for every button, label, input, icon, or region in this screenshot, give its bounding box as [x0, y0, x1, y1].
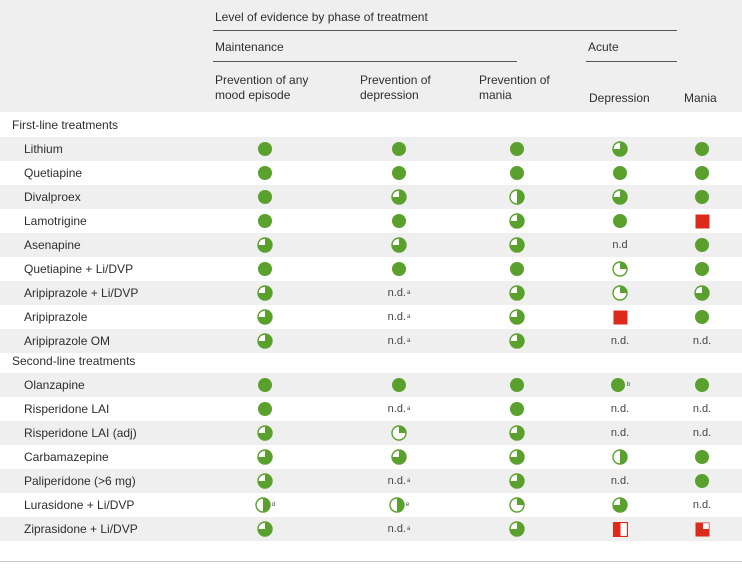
nd-text: n.d.: [387, 403, 406, 415]
partial-evidence-circle-icon: [600, 185, 640, 209]
table-row: [0, 517, 742, 541]
full-evidence-circle-icon: [682, 257, 722, 281]
full-evidence-circle-icon: [245, 161, 285, 185]
not-determined-label: [379, 329, 419, 353]
full-evidence-circle-icon: [682, 161, 722, 185]
nd-text: n.d.: [692, 499, 712, 511]
nd-text: n.d.: [610, 335, 630, 347]
full-evidence-circle-icon: [245, 397, 285, 421]
table-row: [0, 281, 742, 305]
table-row: [0, 445, 742, 469]
not-determined-label: [682, 397, 722, 421]
partial-evidence-circle-icon: [245, 233, 285, 257]
column-header-prevent-mania: Prevention of mania: [479, 73, 550, 102]
full-evidence-circle-icon: [682, 137, 722, 161]
table-row: [0, 469, 742, 493]
header-maintenance: Maintenance: [215, 40, 284, 54]
table-row: [0, 161, 742, 185]
drug-name: Aripiprazole: [24, 310, 88, 324]
column-header-acute-mania: Mania: [684, 91, 717, 105]
nd-text: n.d.: [692, 427, 712, 439]
nd-text: n.d.: [387, 523, 406, 535]
partial-evidence-circle-icon: [379, 493, 419, 517]
full-evidence-circle-icon: [497, 373, 537, 397]
not-determined-label: [379, 281, 419, 305]
partial-evidence-circle-icon: [245, 305, 285, 329]
acute-divider: [586, 61, 677, 62]
negative-evidence-square-icon: [600, 305, 640, 329]
full-evidence-circle-icon: [497, 161, 537, 185]
nd-text: n.d: [612, 239, 628, 251]
full-evidence-circle-icon: [245, 257, 285, 281]
drug-name: Aripiprazole OM: [24, 334, 111, 348]
drug-name: Olanzapine: [24, 378, 85, 392]
nd-text: n.d.: [692, 335, 712, 347]
drug-name: Quetiapine + Li/DVP: [24, 262, 134, 276]
full-evidence-circle-icon: [682, 373, 722, 397]
full-evidence-circle-icon: [682, 185, 722, 209]
nd-text: n.d.: [610, 427, 630, 439]
drug-name: Risperidone LAI (adj): [24, 426, 137, 440]
partial-evidence-circle-icon: [379, 421, 419, 445]
partial-evidence-circle-icon: [379, 233, 419, 257]
full-evidence-circle-icon: [600, 209, 640, 233]
full-evidence-circle-icon: [379, 257, 419, 281]
table-row: [0, 233, 742, 257]
drug-name: Carbamazepine: [24, 450, 109, 464]
full-evidence-circle-icon: [682, 445, 722, 469]
drug-name: Lurasidone + Li/DVP: [24, 498, 135, 512]
drug-name: Asenapine: [24, 238, 81, 252]
footnote-marker: a: [407, 526, 411, 532]
negative-evidence-square-icon: [600, 517, 640, 541]
partial-evidence-circle-icon: [379, 445, 419, 469]
table-row: [0, 397, 742, 421]
maintenance-divider: [213, 61, 517, 62]
partial-evidence-circle-icon: [245, 469, 285, 493]
partial-evidence-circle-icon: [497, 185, 537, 209]
header-acute: Acute: [588, 40, 619, 54]
header-group-title: Level of evidence by phase of treatment: [215, 10, 428, 24]
full-evidence-circle-icon: [379, 373, 419, 397]
full-evidence-circle-icon: [497, 397, 537, 421]
partial-evidence-circle-icon: [600, 281, 640, 305]
drug-name: Risperidone LAI: [24, 402, 110, 416]
footnote-marker: a: [407, 290, 411, 296]
column-header-prevent-depression: Prevention of depression: [360, 73, 431, 102]
footnote-marker: d: [271, 502, 276, 508]
table-header: [0, 0, 742, 112]
partial-evidence-circle-icon: [245, 445, 285, 469]
partial-evidence-circle-icon: [497, 517, 537, 541]
nd-text: n.d.: [387, 311, 406, 323]
partial-evidence-circle-icon: [379, 185, 419, 209]
partial-evidence-circle-icon: [497, 305, 537, 329]
partial-evidence-circle-icon: [497, 493, 537, 517]
full-evidence-circle-icon: [379, 161, 419, 185]
footnote-marker: a: [407, 338, 411, 344]
not-determined-label: [379, 469, 419, 493]
drug-name: Lithium: [24, 142, 63, 156]
partial-evidence-circle-icon: [497, 421, 537, 445]
partial-evidence-circle-icon: [245, 329, 285, 353]
nd-text: n.d.: [692, 403, 712, 415]
full-evidence-circle-icon: [682, 305, 722, 329]
full-evidence-circle-icon: [682, 233, 722, 257]
not-determined-label: [600, 397, 640, 421]
footnote-marker: a: [407, 314, 411, 320]
not-determined-label: [600, 469, 640, 493]
not-determined-label: [600, 329, 640, 353]
not-determined-label: [600, 233, 640, 257]
negative-evidence-square-icon: [682, 517, 722, 541]
drug-name: Divalproex: [24, 190, 81, 204]
section-title: Second-line treatments: [12, 354, 136, 368]
header-divider: [213, 30, 677, 31]
negative-evidence-square-icon: [682, 209, 722, 233]
table-row: [0, 421, 742, 445]
drug-name: Aripiprazole + Li/DVP: [24, 286, 139, 300]
not-determined-label: [682, 329, 722, 353]
full-evidence-circle-icon: [497, 137, 537, 161]
footnote-marker: e: [405, 502, 410, 508]
footnote-marker: a: [407, 478, 411, 484]
nd-text: n.d.: [387, 287, 406, 299]
not-determined-label: [682, 493, 722, 517]
column-header-any-episode: Prevention of any mood episode: [215, 73, 309, 102]
full-evidence-circle-icon: [379, 209, 419, 233]
partial-evidence-circle-icon: [245, 421, 285, 445]
full-evidence-circle-icon: [600, 161, 640, 185]
full-evidence-circle-icon: [245, 137, 285, 161]
not-determined-label: [379, 305, 419, 329]
partial-evidence-circle-icon: [497, 329, 537, 353]
not-determined-label: [379, 397, 419, 421]
full-evidence-circle-icon: [600, 373, 640, 397]
partial-evidence-circle-icon: [682, 281, 722, 305]
full-evidence-circle-icon: [497, 257, 537, 281]
partial-evidence-circle-icon: [600, 137, 640, 161]
table-row: [0, 209, 742, 233]
drug-name: Lamotrigine: [24, 214, 87, 228]
partial-evidence-circle-icon: [600, 493, 640, 517]
nd-text: n.d.: [387, 475, 406, 487]
footnote-marker: a: [407, 406, 411, 412]
partial-evidence-circle-icon: [497, 281, 537, 305]
partial-evidence-circle-icon: [600, 257, 640, 281]
table-row: [0, 329, 742, 353]
drug-name: Quetiapine: [24, 166, 83, 180]
nd-text: n.d.: [387, 335, 406, 347]
full-evidence-circle-icon: [245, 209, 285, 233]
table-bottom-rule: [0, 561, 742, 562]
not-determined-label: [682, 421, 722, 445]
partial-evidence-circle-icon: [245, 517, 285, 541]
partial-evidence-circle-icon: [497, 469, 537, 493]
partial-evidence-circle-icon: [600, 445, 640, 469]
full-evidence-circle-icon: [245, 373, 285, 397]
footnote-marker: b: [626, 382, 631, 388]
full-evidence-circle-icon: [245, 185, 285, 209]
partial-evidence-circle-icon: [497, 445, 537, 469]
nd-text: n.d.: [610, 403, 630, 415]
full-evidence-circle-icon: [379, 137, 419, 161]
full-evidence-circle-icon: [682, 469, 722, 493]
nd-text: n.d.: [610, 475, 630, 487]
drug-name: Ziprasidone + Li/DVP: [24, 522, 138, 536]
partial-evidence-circle-icon: [497, 209, 537, 233]
table-row: [0, 185, 742, 209]
partial-evidence-circle-icon: [245, 493, 285, 517]
not-determined-label: [600, 421, 640, 445]
drug-name: Paliperidone (>6 mg): [24, 474, 136, 488]
section-title: First-line treatments: [12, 118, 119, 132]
column-header-acute-depression: Depression: [589, 91, 650, 105]
table-row: [0, 137, 742, 161]
table-row: [0, 493, 742, 517]
table-row: [0, 257, 742, 281]
table-row: [0, 305, 742, 329]
partial-evidence-circle-icon: [497, 233, 537, 257]
not-determined-label: [379, 517, 419, 541]
table-row: [0, 373, 742, 397]
partial-evidence-circle-icon: [245, 281, 285, 305]
